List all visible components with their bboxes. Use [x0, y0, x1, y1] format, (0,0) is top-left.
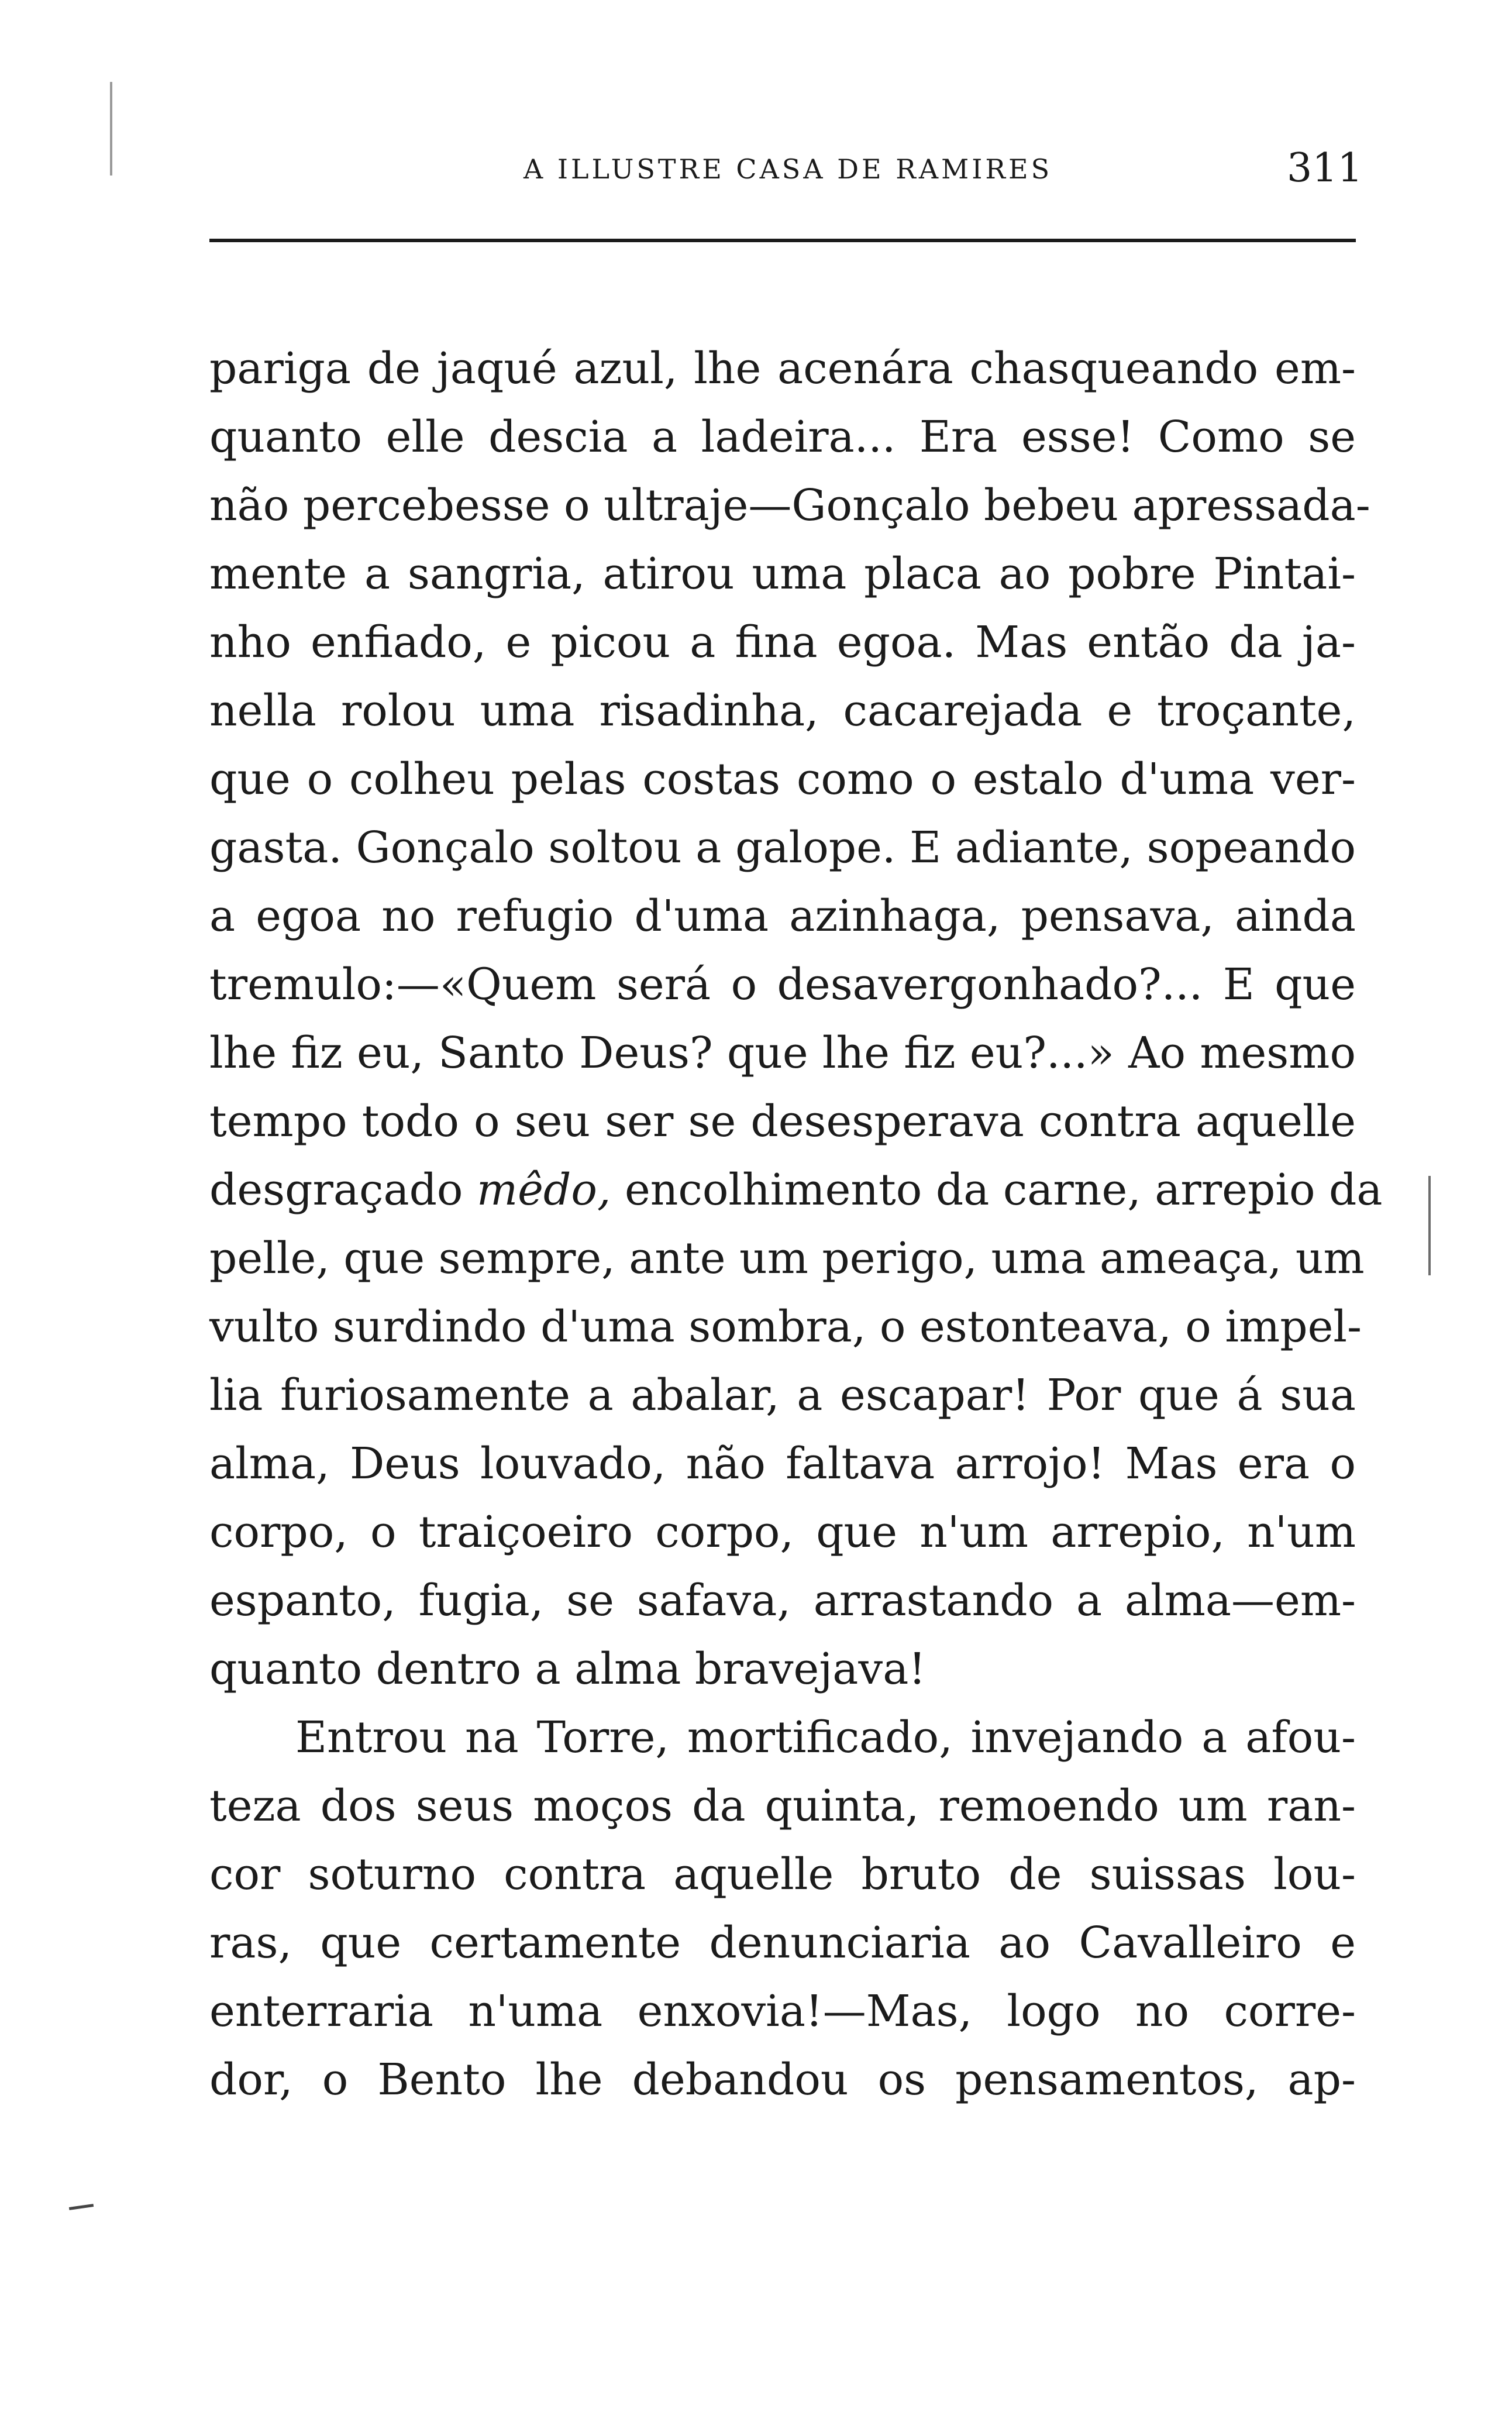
text-line: a egoa no refugio d'uma azinhaga, pensava, ainda	[209, 891, 1356, 941]
text-line: tremulo:—«Quem será o desavergonhado?... E que	[209, 959, 1356, 1010]
paragraph-first-line: Entrou na Torre, mortificado, invejando a afou-	[295, 1712, 1356, 1763]
text-line: vulto surdindo d'uma sombra, o estonteava, o impel-	[209, 1302, 1362, 1352]
italic-word: mêdo,	[477, 1165, 611, 1215]
text-line: dor, o Bento lhe debandou os pensamentos, ap-	[209, 2055, 1356, 2105]
text-line: mente a sangria, atirou uma placa ao pobre Pintai-	[209, 549, 1356, 599]
margin-mark	[110, 82, 112, 176]
page-number: 311	[1287, 145, 1363, 191]
text-line: pelle, que sempre, ante um perigo, uma ameaça, um	[209, 1233, 1365, 1284]
running-title: A ILLUSTRE CASA DE RAMIRES	[523, 153, 1053, 185]
text-line: teza dos seus moços da quinta, remoendo um ran-	[209, 1781, 1356, 1831]
text-line: nella rolou uma risadinha, cacarejada e troçante,	[209, 686, 1356, 736]
text-line: não percebesse o ultraje—Gonçalo bebeu apressada-	[209, 480, 1370, 531]
text-line: lhe fiz eu, Santo Deus? que lhe fiz eu?...» Ao mesmo	[209, 1028, 1356, 1078]
text-line: ras, que certamente denunciaria ao Cavalleiro e	[209, 1918, 1356, 1968]
text-line: espanto, fugia, se safava, arrastando a alma—em-	[209, 1575, 1356, 1626]
header-rule	[209, 239, 1356, 242]
text-line: tempo todo o seu ser se desesperava contra aquelle	[209, 1096, 1356, 1147]
text-line: lia furiosamente a abalar, a escapar! Por que á sua	[209, 1370, 1356, 1420]
text-line: corpo, o traiçoeiro corpo, que n'um arrepio, n'um	[209, 1507, 1356, 1557]
text-line: quanto elle descia a ladeira... Era esse! Como se	[209, 412, 1356, 462]
text-line: cor soturno contra aquelle bruto de suissas lou-	[209, 1849, 1356, 1900]
text-line: enterraria n'uma enxovia!—Mas, logo no corre-	[209, 1986, 1356, 2036]
margin-mark-right	[1428, 1176, 1431, 1275]
text-line: que o colheu pelas costas como o estalo d'uma ver-	[209, 754, 1356, 804]
text-line-with-italic	[209, 1156, 1383, 1224]
line-text-before: desgraçado	[209, 1165, 477, 1215]
text-line: gasta. Gonçalo soltou a galope. E adiante, sopeando	[209, 823, 1356, 873]
text-line: pariga de jaqué azul, lhe acenára chasqueando em-	[209, 343, 1356, 394]
line-text-after: encolhimento da carne, arrepio da	[611, 1165, 1383, 1215]
paragraph-end-line: quanto dentro a alma bravejava!	[209, 1644, 927, 1694]
margin-dash	[69, 2204, 94, 2210]
text-line: nho enfiado, e picou a fina egoa. Mas então da ja-	[209, 617, 1356, 668]
text-line: alma, Deus louvado, não faltava arrojo! Mas era o	[209, 1439, 1356, 1489]
